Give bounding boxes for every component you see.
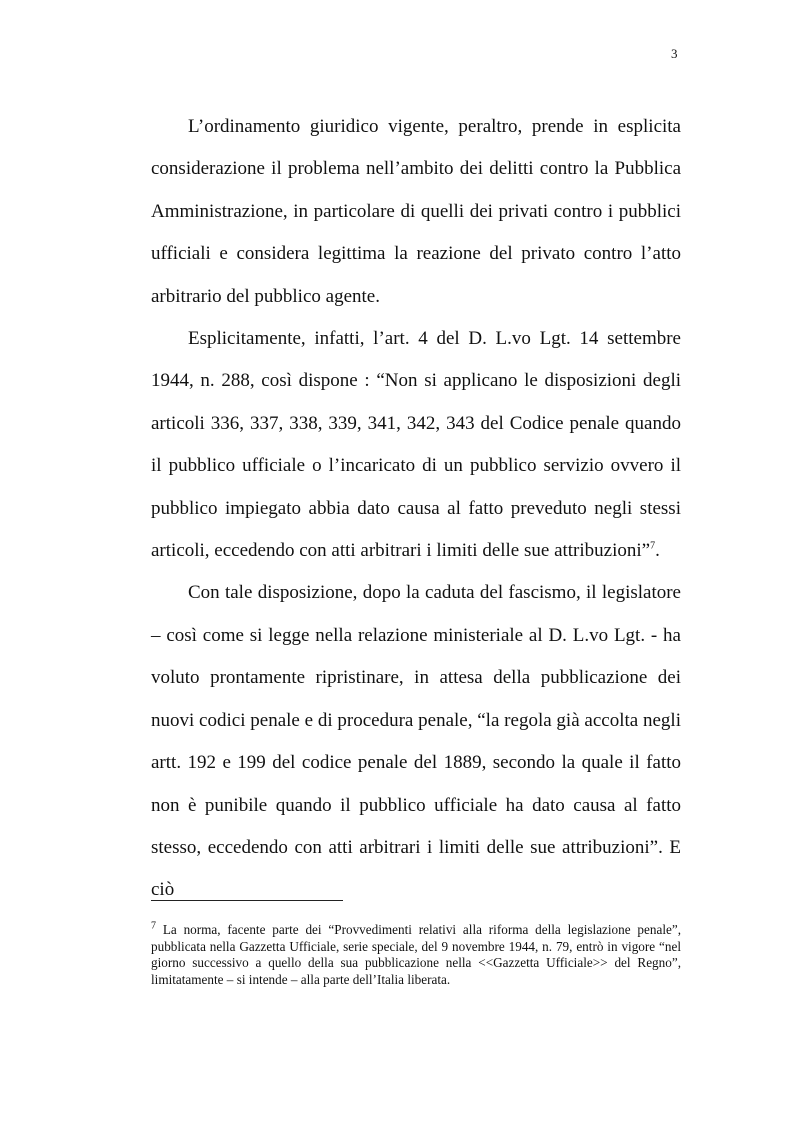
footnote-text: La norma, facente parte dei “Provvedimenti relativi alla riforma della legislazione penale”, pubblicata nella Gazzetta Ufficiale, serie speciale, del 9 novembre 1944, n. 79, entrò in vigore “nel giorno successivo a quello della sua pubblicazione nella <<Gazzetta Ufficiale>> del Regno”, limitatamente – si intende – alla parte dell’Italia liberata. — [151, 922, 681, 987]
main-text — [151, 106, 681, 912]
page-number: 3 — [671, 46, 678, 61]
footnote-number: 7 — [151, 920, 156, 932]
paragraph-text: Esplicitamente, infatti, l’art. 4 del D. L.vo Lgt. 14 settembre 1944, n. 288, così dispone : “Non si applicano le disposizioni degli articoli 336, 337, 338, 339, 341, 342, 343 del Codice penale quando il pubblico ufficiale o l’incaricato di un pubblico servizio ovvero il pubblico impiegato abbia dato causa al fatto preveduto negli stessi articoli, eccedendo con atti arbitrari i limiti delle sue attribuzioni” — [151, 328, 681, 562]
footnote-reference[interactable]: 7 — [650, 540, 656, 552]
footnote — [151, 922, 681, 988]
paragraph-punctuation: . — [655, 540, 660, 562]
paragraph: L’ordinamento giuridico vigente, peraltro, prende in esplicita considerazione il problema nell’ambito dei delitti contro la Pubblica Amministrazione, in particolare di quelli dei privati contro i pubblici ufficiali e considera legittima la reazione del privato contro l’atto arbitrario del pubblico agente. — [151, 116, 681, 307]
footnote-separator — [151, 900, 343, 901]
paragraph — [151, 318, 681, 572]
footnote-item — [151, 922, 681, 988]
paragraph: Con tale disposizione, dopo la caduta del fascismo, il legislatore – così come si legge nella relazione ministeriale al D. L.vo Lgt. - ha voluto prontamente ripristinare, in attesa della pubblicazione dei nuovi codici penale e di procedura penale, “la regola già accolta negli artt. 192 e 199 del codice penale del 1889, secondo la quale il fatto non è punibile quando il pubblico ufficiale ha dato causa al fatto stesso, eccedendo con atti arbitrari i limiti delle sue attribuzioni”. E ciò — [151, 582, 681, 901]
